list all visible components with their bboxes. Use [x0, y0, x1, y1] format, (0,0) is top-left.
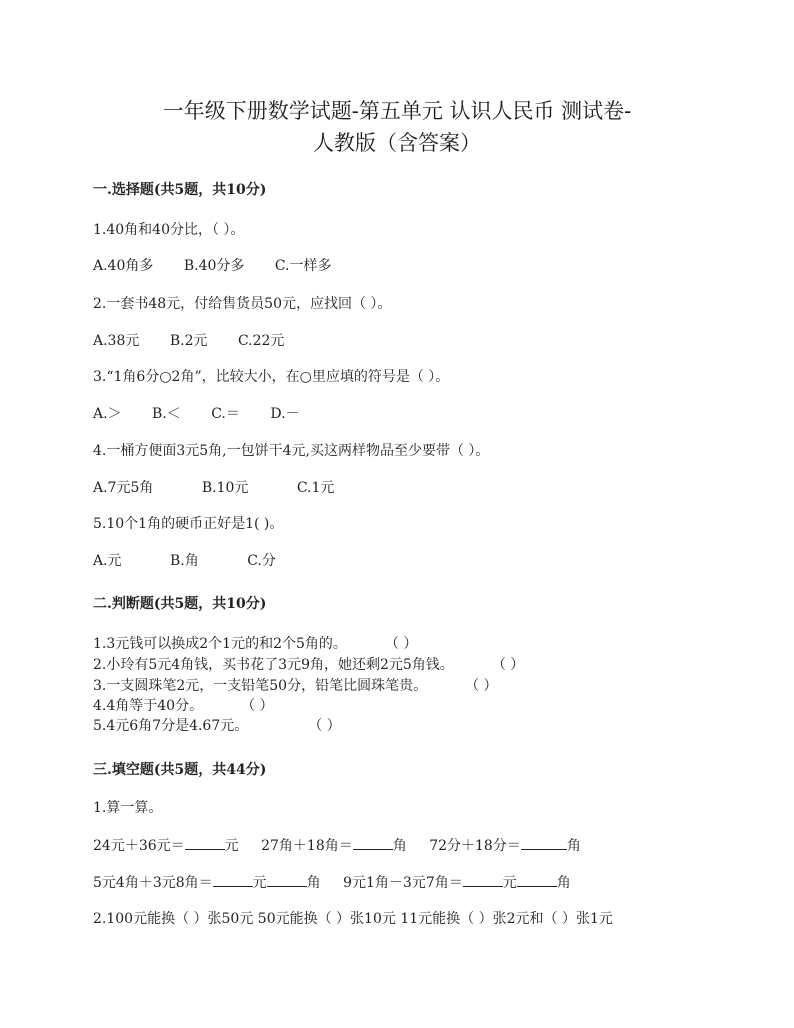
question-4-options [93, 478, 378, 498]
fill-question-1-row2 [93, 872, 589, 893]
section-judge-heading: 二.判断题(共5题，共10分) [93, 596, 267, 612]
judge-text: 5.4元6角7分是4.67元。 [93, 718, 249, 734]
option-c: C.＝ [211, 406, 240, 422]
answer-blank[interactable] [185, 835, 225, 850]
option-a: A.38元 [93, 333, 140, 349]
calc-item: 5元4角＋3元8角＝ 元 角 [93, 872, 321, 893]
calc-item: 9元1角－3元7角＝ 元 角 [343, 872, 571, 893]
answer-paren: （ ） [465, 678, 498, 694]
option-c: C.一样多 [274, 258, 332, 274]
question-3-options [93, 404, 326, 424]
question-1-options [93, 256, 358, 276]
judge-text: 1.3元钱可以换成2个1元的和2个5角的。 [93, 636, 347, 652]
answer-paren: （ ） [384, 636, 418, 652]
option-c: C.1元 [296, 480, 335, 496]
option-d: D.－ [270, 406, 300, 422]
answer-blank[interactable] [463, 872, 503, 887]
judge-item-4 [93, 696, 274, 716]
answer-blank[interactable] [521, 835, 567, 850]
judge-text: 2.小玲有5元4角钱，买书花了3元9角，她还剩2元5角钱。 [93, 657, 454, 673]
calc-item: 27角＋18角＝ 角 [261, 835, 407, 856]
option-a: A.40角多 [93, 258, 154, 274]
page-title-line1: 一年级下册数学试题-第五单元 认识人民币 测试卷- [162, 99, 632, 123]
answer-blank[interactable] [213, 872, 253, 887]
answer-blank[interactable] [517, 872, 557, 887]
question-1: 1.40角和40分比，（ ）。 [93, 222, 245, 238]
option-b: B.角 [170, 553, 199, 569]
option-a: A.元 [93, 553, 122, 569]
judge-item-2 [93, 655, 524, 675]
option-c: C.22元 [237, 333, 285, 349]
question-5: 5.10个1角的硬币正好是1( )。 [93, 516, 284, 532]
question-2: 2.一套书48元，付给售货员50元，应找回（ ）。 [93, 296, 392, 312]
answer-paren: （ ） [308, 718, 341, 734]
question-5-options [93, 551, 320, 571]
fill-question-2: 2.100元能换（ ）张50元 50元能换（ ）张10元 11元能换（ ）张2元和（ ）张1元 [93, 911, 613, 927]
option-b: B.10元 [201, 480, 249, 496]
calc-item: 72分＋18分＝ 角 [429, 835, 581, 856]
option-b: B.＜ [152, 406, 181, 422]
answer-paren: （ ） [491, 657, 525, 673]
answer-paren: （ ） [241, 698, 274, 714]
section-choice-heading: 一.选择题(共5题，共10分) [93, 182, 267, 198]
option-a: A.＞ [93, 406, 122, 422]
option-b: B.2元 [169, 333, 208, 349]
fill-question-1-row1 [93, 835, 599, 856]
judge-item-1 [93, 634, 417, 654]
judge-text: 4.4角等于40分。 [93, 698, 204, 714]
question-3: 3.“1角6分○2角”，比较大小，在○里应填的符号是（ ）。 [93, 369, 450, 385]
judge-item-5 [93, 716, 341, 736]
section-fill-heading: 三.填空题(共5题，共44分) [93, 762, 267, 778]
question-2-options [93, 331, 310, 351]
page-title-line2: 人教版（含答案） [313, 131, 481, 155]
answer-blank[interactable] [353, 835, 393, 850]
option-b: B.40分多 [183, 258, 245, 274]
option-a: A.7元5角 [93, 480, 154, 496]
option-c: C.分 [247, 553, 276, 569]
question-4: 4.一桶方便面3元5角,一包饼干4元,买这两样物品至少要带（ ）。 [93, 443, 490, 459]
answer-blank[interactable] [267, 872, 307, 887]
fill-question-1-title: 1.算一算。 [93, 800, 163, 816]
calc-item: 24元＋36元＝ 元 [93, 835, 239, 856]
judge-text: 3.一支圆珠笔2元，一支铅笔50分，铅笔比圆珠笔贵。 [93, 678, 428, 694]
judge-item-3 [93, 676, 498, 696]
